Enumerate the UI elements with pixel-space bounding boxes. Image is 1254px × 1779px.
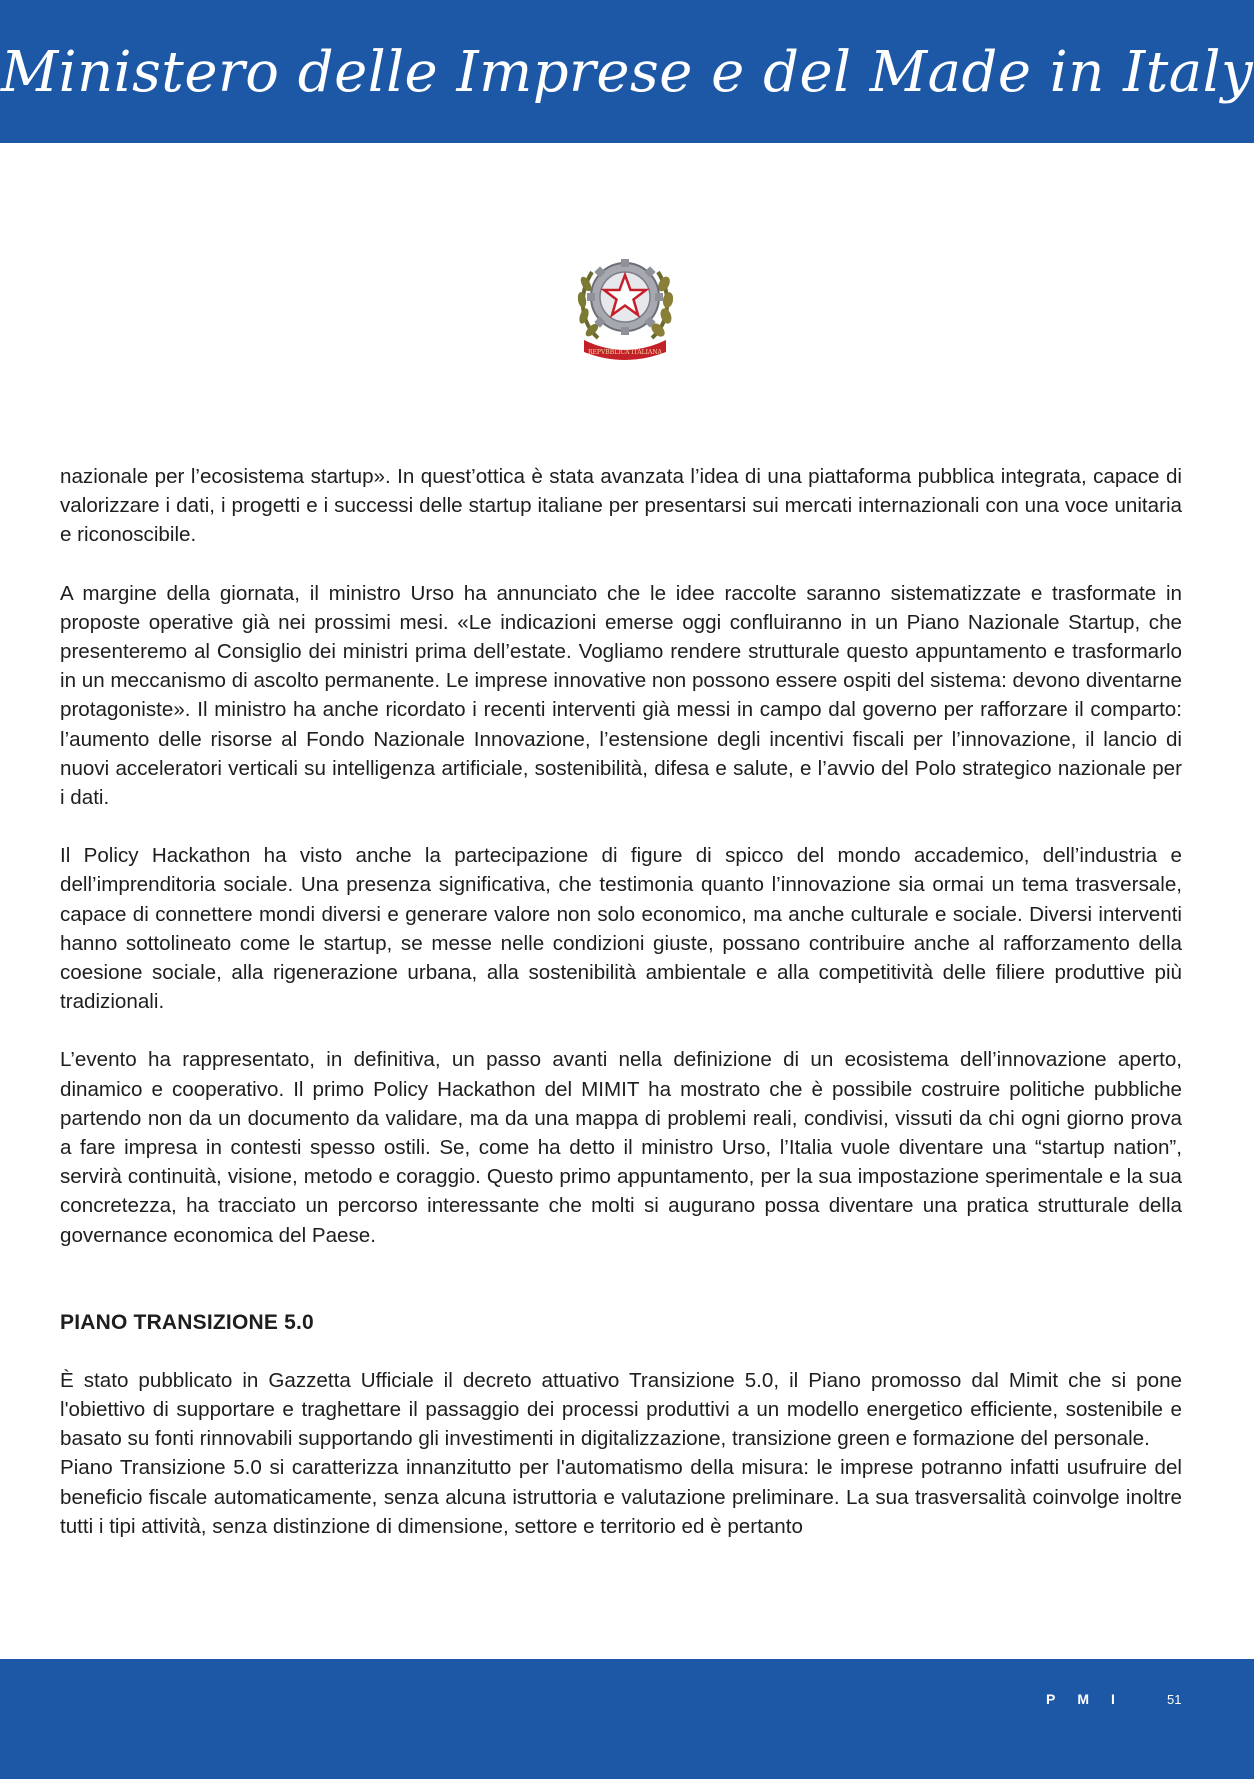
- italian-republic-emblem-icon: [570, 242, 680, 362]
- paragraph: Piano Transizione 5.0 si caratterizza innanzitutto per l'automatismo della misura: le imprese potranno infatti usufruire del beneficio fiscale automaticamente, senza alcuna istruttoria e valutazione preliminare. La sua trasversalità coinvolge inoltre tutti i tipi attività, senza distinzione di dimensione, settore e territorio ed è pertanto: [60, 1456, 1182, 1538]
- paragraph: nazionale per l’ecosistema startup». In quest’ottica è stata avanzata l’idea di una piattaforma pubblica integrata, capace di valorizzare i dati, i progetti e i successi delle startup italiane per presentarsi sui mercati internazionali con una voce unitaria e riconoscibile.: [60, 465, 1182, 547]
- footer-brand: PMI: [1046, 1691, 1137, 1707]
- section-heading: PIANO TRANSIZIONE 5.0: [60, 1310, 314, 1334]
- header-band: [0, 0, 1254, 143]
- emblem: [570, 242, 680, 362]
- paragraph: L’evento ha rappresentato, in definitiva, un passo avanti nella definizione di un ecosistema dell’innovazione aperto, dinamico e cooperativo. Il primo Policy Hackathon del MIMIT ha mostrato che è possibile costruire politiche pubbliche partendo non da un documento da validare, ma da una mappa di problemi reali, condivisi, vissuti da chi ogni giorno prova a fare impresa in contesti spesso ostili. Se, come ha detto il ministro Urso, l’Italia vuole diventare una “startup nation”, servirà continuità, visione, metodo e coraggio. Questo primo appuntamento, per la sua impostazione sperimentale e la sua concretezza, ha tracciato un percorso interessante che molti si augurano possa diventare una pratica strutturale della governance economica del Paese.: [60, 1048, 1182, 1247]
- paragraph: Il Policy Hackathon ha visto anche la partecipazione di figure di spicco del mondo accademico, dell’industria e dell’imprenditoria sociale. Una presenza significativa, che testimonia quanto l’innovazione sia ormai un tema trasversale, capace di connettere mondi diversi e generare valore non solo economico, ma anche culturale e sociale. Diversi interventi hanno sottolineato come le startup, se messe nelle condizioni giuste, possano contribuire anche al rafforzamento della coesione sociale, alla rigenerazione urbana, alla sostenibilità ambientale e alla competitività delle filiere produttive più tradizionali.: [60, 844, 1182, 1014]
- page-number: 51: [1167, 1692, 1182, 1707]
- paragraph: A margine della giornata, il ministro Urso ha annunciato che le idee raccolte saranno sistematizzate e trasformate in proposte operative già nei prossimi mesi. «Le indicazioni emerse oggi confluiranno in un Piano Nazionale Startup, che presenteremo al Consiglio dei ministri prima dell’estate. Vogliamo rendere strutturale questo appuntamento e trasformarlo in un meccanismo di ascolto permanente. Le imprese innovative non possono essere ospiti del sistema: devono diventarne protagoniste». Il ministro ha anche ricordato i recenti interventi già messi in campo dal governo per rafforzare il comparto: l’aumento delle risorse al Fondo Nazionale Innovazione, l’estensione degli incentivi fiscali per l’innovazione, il lancio di nuovi acceleratori verticali su intelligenza artificiale, sostenibilità, difesa e salute, e l’avvio del Polo strategico nazionale per i dati.: [60, 581, 1182, 810]
- paragraph: È stato pubblicato in Gazzetta Ufficiale il decreto attuativo Transizione 5.0, il Piano promosso dal Mimit che si pone l'obiettivo di supportare e traghettare il passaggio dei processi produttivi a un modello energetico efficiente, sostenibile e basato su fonti rinnovabili supportando gli investimenti in digitalizzazione, transizione green e formazione del personale.: [60, 1368, 1182, 1451]
- ministry-title: Ministero delle Imprese e del Made in Italy: [0, 40, 1254, 105]
- article-body: [60, 462, 1182, 1541]
- svg-text:REPVBBLICA ITALIANA: REPVBBLICA ITALIANA: [588, 349, 662, 356]
- footer-band: [0, 1659, 1254, 1779]
